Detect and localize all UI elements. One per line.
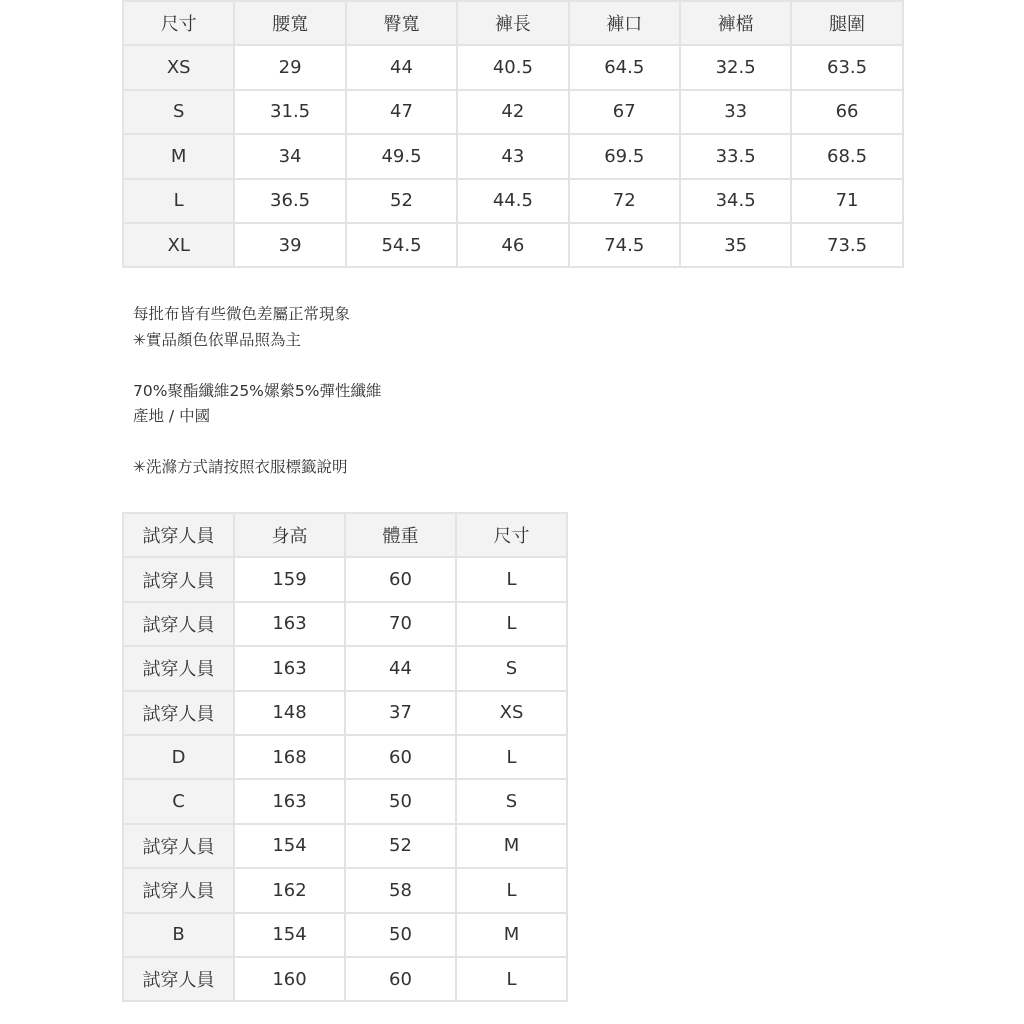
fitting-chart-body [123, 513, 567, 1001]
table-cell: 154 [234, 824, 345, 868]
table-cell: 71 [791, 179, 902, 223]
table-cell: 52 [346, 179, 457, 223]
table-row [123, 646, 567, 690]
table-cell: 35 [680, 223, 791, 267]
table-cell: S [456, 779, 567, 823]
fitting-chart-header-row [123, 513, 567, 557]
table-row [123, 45, 903, 89]
product-notes [133, 302, 382, 481]
table-cell: 42 [457, 90, 568, 134]
table-row [123, 134, 903, 178]
table-cell: 33 [680, 90, 791, 134]
table-cell: 69.5 [569, 134, 680, 178]
origin-info: 產地 / 中國 [133, 407, 211, 425]
table-row [123, 179, 903, 223]
table-cell: 168 [234, 735, 345, 779]
fitting-chart-table [122, 512, 568, 1002]
table-cell: 49.5 [346, 134, 457, 178]
table-cell: 60 [345, 557, 456, 601]
table-cell: B [123, 913, 234, 957]
table-cell: L [456, 602, 567, 646]
column-header: 尺寸 [456, 513, 567, 557]
size-chart-body [123, 1, 903, 267]
table-cell: 60 [345, 735, 456, 779]
table-cell: 64.5 [569, 45, 680, 89]
table-cell: 試穿人員 [123, 691, 234, 735]
table-cell: 試穿人員 [123, 557, 234, 601]
table-cell: 63.5 [791, 45, 902, 89]
table-row [123, 824, 567, 868]
table-row [123, 868, 567, 912]
table-cell: 44.5 [457, 179, 568, 223]
table-cell: 44 [345, 646, 456, 690]
table-cell: 163 [234, 602, 345, 646]
table-cell: 40.5 [457, 45, 568, 89]
table-cell: 160 [234, 957, 345, 1001]
table-cell: XS [456, 691, 567, 735]
table-cell: 31.5 [234, 90, 345, 134]
table-row [123, 913, 567, 957]
table-cell: 試穿人員 [123, 824, 234, 868]
table-cell: 70 [345, 602, 456, 646]
table-cell: 50 [345, 913, 456, 957]
table-cell: D [123, 735, 234, 779]
table-row [123, 557, 567, 601]
table-cell: L [456, 735, 567, 779]
table-cell: M [456, 913, 567, 957]
table-cell: 試穿人員 [123, 957, 234, 1001]
table-cell: L [456, 557, 567, 601]
table-cell: 148 [234, 691, 345, 735]
table-cell: L [456, 868, 567, 912]
table-row [123, 691, 567, 735]
table-cell: 46 [457, 223, 568, 267]
table-cell: 34 [234, 134, 345, 178]
table-cell: C [123, 779, 234, 823]
table-cell: S [456, 646, 567, 690]
table-cell: 58 [345, 868, 456, 912]
table-cell: 74.5 [569, 223, 680, 267]
table-cell: 36.5 [234, 179, 345, 223]
table-row [123, 223, 903, 267]
table-cell: 159 [234, 557, 345, 601]
color-reference-note: ✳實品顏色依單品照為主 [133, 330, 301, 349]
table-cell: 50 [345, 779, 456, 823]
column-header: 褲長 [457, 1, 568, 45]
table-cell: 試穿人員 [123, 646, 234, 690]
table-row [123, 779, 567, 823]
column-header: 腰寬 [234, 1, 345, 45]
column-header: 身高 [234, 513, 345, 557]
table-row [123, 602, 567, 646]
table-cell: 154 [234, 913, 345, 957]
table-row [123, 957, 567, 1001]
column-header: 褲檔 [680, 1, 791, 45]
table-cell: 163 [234, 646, 345, 690]
table-cell: 39 [234, 223, 345, 267]
table-cell: 29 [234, 45, 345, 89]
table-cell: 163 [234, 779, 345, 823]
color-variance-note: 每批布皆有些微色差屬正常現象 [133, 305, 351, 323]
table-cell: S [123, 90, 234, 134]
table-row [123, 90, 903, 134]
table-cell: 33.5 [680, 134, 791, 178]
table-cell: 試穿人員 [123, 602, 234, 646]
table-row [123, 735, 567, 779]
table-cell: 162 [234, 868, 345, 912]
table-cell: 68.5 [791, 134, 902, 178]
column-header: 臀寬 [346, 1, 457, 45]
column-header: 體重 [345, 513, 456, 557]
table-cell: 37 [345, 691, 456, 735]
column-header: 尺寸 [123, 1, 234, 45]
table-cell: M [123, 134, 234, 178]
size-chart-table [122, 0, 904, 268]
table-cell: 52 [345, 824, 456, 868]
table-cell: 67 [569, 90, 680, 134]
material-composition: 70%聚酯纖維25%嫘縈5%彈性纖維 [133, 381, 382, 400]
table-cell: 43 [457, 134, 568, 178]
washing-note: ✳洗滌方式請按照衣服標籤說明 [133, 458, 348, 476]
column-header: 試穿人員 [123, 513, 234, 557]
size-chart-header-row [123, 1, 903, 45]
table-cell: 73.5 [791, 223, 902, 267]
table-cell: 47 [346, 90, 457, 134]
table-cell: 60 [345, 957, 456, 1001]
table-cell: 44 [346, 45, 457, 89]
table-cell: L [123, 179, 234, 223]
table-cell: 66 [791, 90, 902, 134]
column-header: 褲口 [569, 1, 680, 45]
table-cell: XL [123, 223, 234, 267]
column-header: 腿圍 [791, 1, 902, 45]
table-cell: L [456, 957, 567, 1001]
table-cell: M [456, 824, 567, 868]
table-cell: 32.5 [680, 45, 791, 89]
table-cell: XS [123, 45, 234, 89]
table-cell: 34.5 [680, 179, 791, 223]
table-cell: 54.5 [346, 223, 457, 267]
table-cell: 試穿人員 [123, 868, 234, 912]
table-cell: 72 [569, 179, 680, 223]
